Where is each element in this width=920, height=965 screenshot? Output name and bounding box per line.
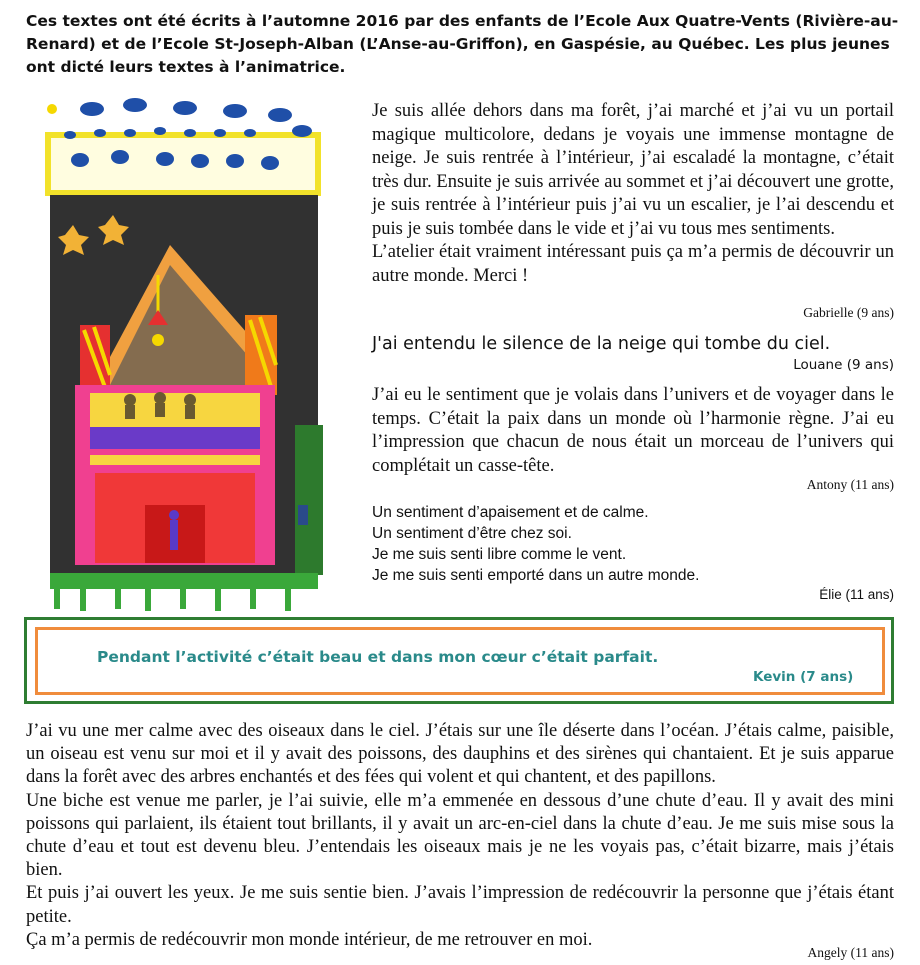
antony-text: J’ai eu le sentiment que je volais dans l’univers et de voyager dans le temps. C’était la paix dans un monde où l’harmonie règne. J’ai eu l’impression que chacun de nous était un morceau de l’univers qui complétait un casse-tête. — [372, 385, 894, 476]
gabrielle-paragraph-2: L’atelier était vraiment intéressant puis ça m’a permis de découvrir un autre monde. Merci ! — [372, 242, 894, 286]
angely-paragraph-4: Ça m’a permis de redécouvrir mon monde intérieur, de me retrouver en moi. — [26, 929, 593, 950]
elie-signature: Élie (11 ans) — [819, 587, 894, 602]
elie-line-2: Un sentiment d’être chez soi. — [372, 525, 572, 542]
gabrielle-text — [372, 100, 894, 288]
elie-line-3: Je me suis senti libre comme le vent. — [372, 546, 627, 563]
elie-line-4: Je me suis senti emporté dans un autre monde. — [372, 567, 700, 584]
louane-signature: Louane (9 ans) — [793, 357, 894, 373]
gabrielle-signature: Gabrielle (9 ans) — [803, 305, 894, 320]
angely-text — [26, 720, 894, 952]
kevin-text: Pendant l’activité c’était beau et dans mon cœur c’était parfait. — [97, 648, 659, 666]
child-drawing-image — [40, 95, 325, 615]
angely-signature: Angely (11 ans) — [807, 945, 894, 960]
louane-text: J'ai entendu le silence de la neige qui tombe du ciel. — [372, 334, 831, 354]
kevin-signature: Kevin (7 ans) — [753, 669, 854, 685]
antony-signature: Antony (11 ans) — [806, 477, 894, 492]
angely-paragraph-3: Et puis j’ai ouvert les yeux. Je me suis sentie bien. J’avais l’impression de redécouvrir la personne que j’étais étant petite. — [26, 883, 894, 927]
angely-paragraph-2: Une biche est venue me parler, je l’ai suivie, elle m’a emmenée en dessous d’une chute d’eau. Il y avait des mini poissons qui parlaient, ils étaient tout brillants, il y avait un arc-en-ciel dans la chute d’eau. Je me suis mise sous la chute d’eau et tout est devenu bleu. J’entendais les oiseaux mais je ne les voyais pas, c’était bizarre, mais j’étais bien. — [26, 790, 894, 881]
elie-text — [372, 502, 699, 586]
angely-paragraph-1: J’ai vu une mer calme avec des oiseaux dans le ciel. J’étais sur une île déserte dans l’océan. J’étais calme, paisible, un oiseau est venu sur moi et il y avait des poissons, des dauphins et des sirènes qui chantaient. Et je suis apparue dans la forêt avec des arbres enchantés et des fées qui volent et qui chantent, et des papillons. — [26, 721, 894, 788]
gabrielle-paragraph-1: Je suis allée dehors dans ma forêt, j’ai marché et j’ai vu un portail magique multicolore, dedans je voyais une immense montagne de neige. Je suis rentrée à l’intérieur, j’ai escaladé la montagne, c’était très dur. Ensuite je suis arrivée au sommet et j’ai découvert une grotte, je suis rentrée à l’intérieur puis j’ai vu un escalier, je l’ai descendu et puis je suis tombée dans le vide et j’ai vu tous mes sentiments. — [372, 101, 894, 239]
elie-line-1: Un sentiment d’apaisement et de calme. — [372, 504, 649, 521]
intro-paragraph: Ces textes ont été écrits à l’automne 2016 par des enfants de l’Ecole Aux Quatre-Vents (Rivière-au-Renard) et de l’Ecole St-Joseph-Alban (L’Anse-au-Griffon), en Gaspésie, au Québec. Les plus jeunes ont dicté leurs textes à l’animatrice. — [26, 12, 899, 76]
